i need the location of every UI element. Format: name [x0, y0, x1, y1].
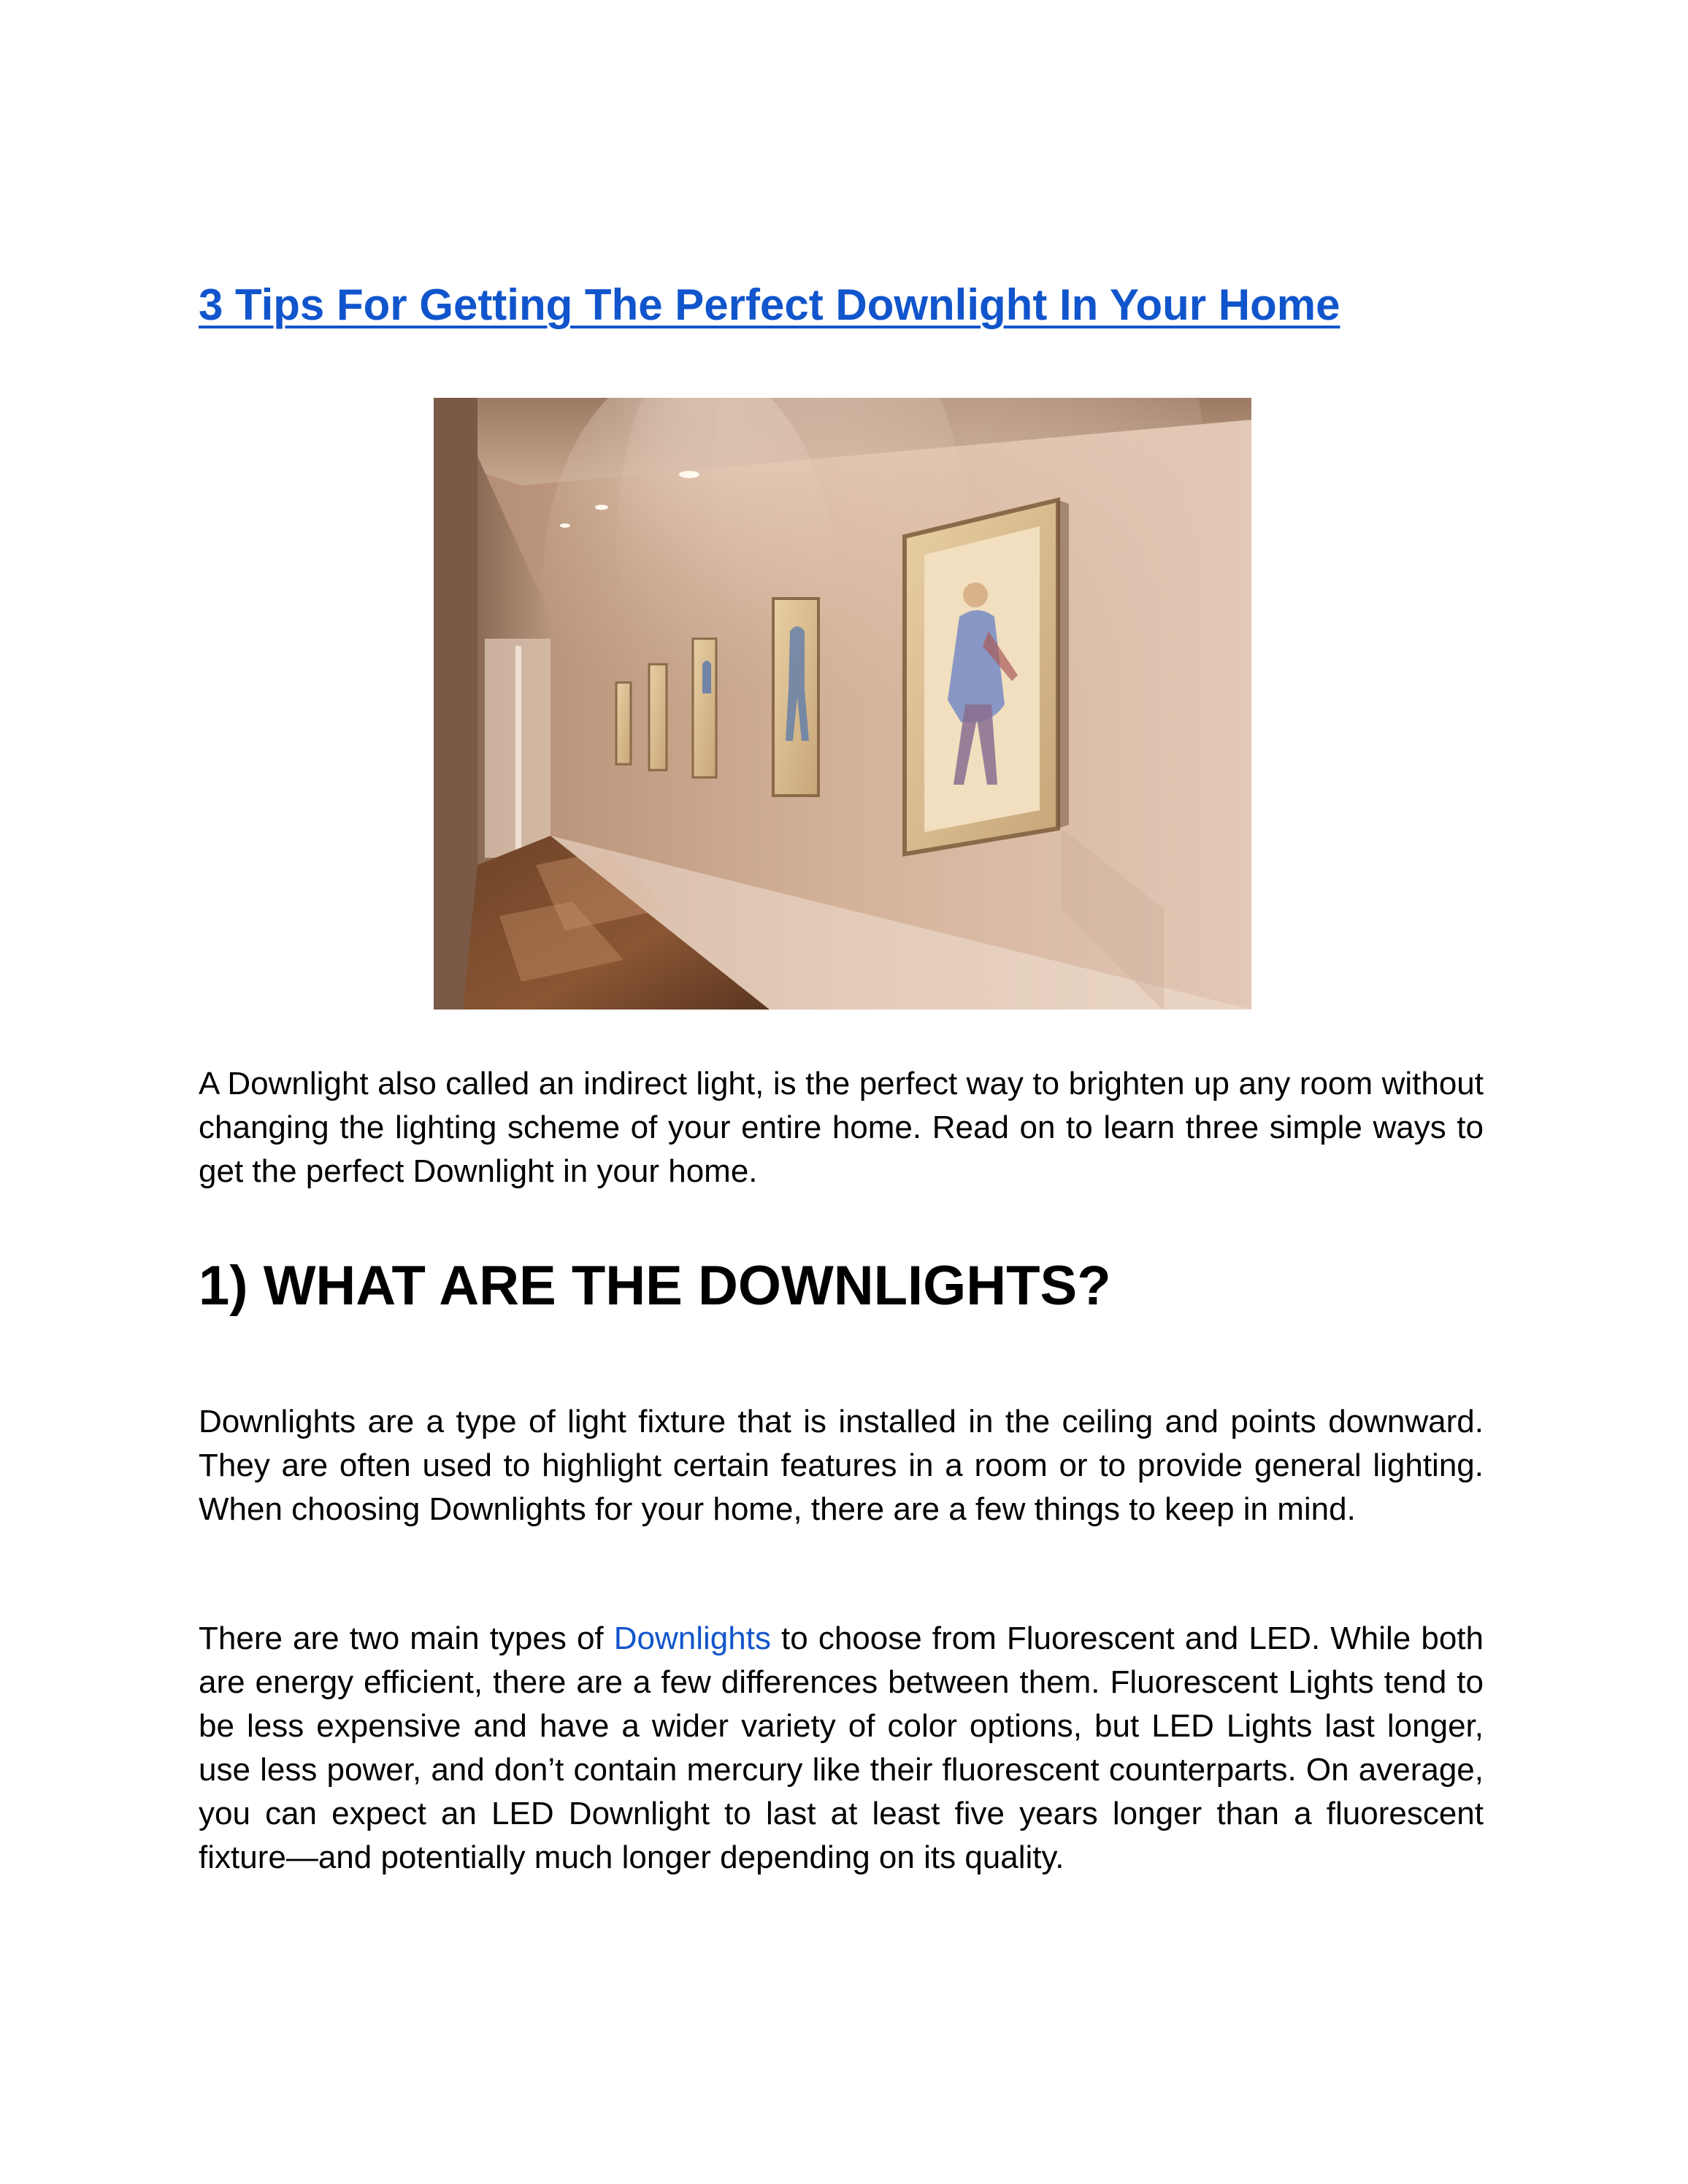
article-title-link[interactable]: 3 Tips For Getting The Perfect Downlight In Your Home	[199, 280, 1340, 329]
intro-paragraph: A Downlight also called an indirect light, is the perfect way to brighten up any room without changing the lighting scheme of your entire home. Read on to learn three simple ways to get the perfect Downlight in your home.	[199, 1066, 1484, 1189]
section-paragraph-2	[199, 1617, 1484, 1880]
section-heading: 1) WHAT ARE THE DOWNLIGHTS?	[199, 1255, 1111, 1317]
paragraph-text-before-link: There are two main types of	[199, 1620, 614, 1656]
section-paragraph-1: Downlights are a type of light fixture that is installed in the ceiling and points downward. They are often used to highlight certain features in a room or to provide general lighting. When choosing Downlights for your home, there are a few things to keep in mind.	[199, 1404, 1484, 1527]
downlights-link[interactable]: Downlights	[613, 1620, 771, 1656]
hallway-downlights-image	[434, 398, 1251, 1010]
paragraph-text-after-link: to choose from Fluorescent and LED. While both are energy efficient, there are a few differences between them. Fluorescent Lights tend to be less expensive and have a wider variety of color options, but LED Lights last longer, use less power, and don’t contain mercury like their fluorescent counterparts. On average, you can expect an LED Downlight to last at least five years longer than a fluorescent fixture—and potentially much longer depending on its quality.	[199, 1620, 1484, 1875]
